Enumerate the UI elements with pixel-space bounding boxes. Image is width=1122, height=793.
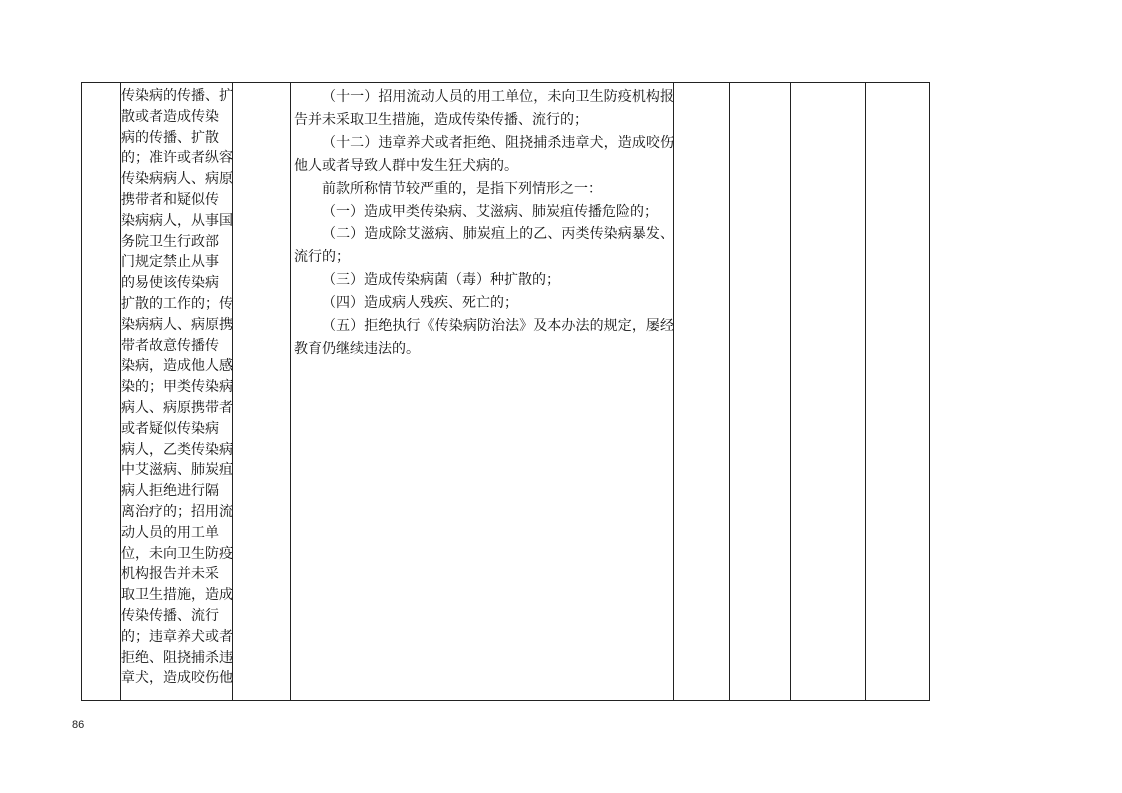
description-line: 传染病的传播、扩 [121, 88, 233, 104]
provision-paragraph: （一）造成甲类传染病、艾滋病、肺炭疽传播危险的； [322, 203, 658, 220]
provision-paragraph: （五）拒绝执行《传染病防治法》及本办法的规定，屡经教育仍继续违法的。 [294, 318, 674, 357]
description-line: 离治疗的；招用流 [121, 503, 233, 520]
provision-paragraph: （四）造成病人残疾、死亡的； [322, 295, 518, 312]
description-line: 病人、病原携带者 [121, 399, 233, 416]
description-line: 门规定禁止从事 [121, 254, 219, 271]
column-divider [865, 83, 866, 700]
description-line: 机构报告并未采 [121, 566, 219, 583]
provision-paragraph: （十一）招用流动人员的用工单位，未向卫生防疫机构报告并未采取卫生措施，造成传染传播、流行的； [294, 89, 674, 128]
provision-paragraph: （二）造成除艾滋病、肺炭疽上的乙、丙类传染病暴发、流行的； [294, 226, 674, 266]
description-line: 的易使该传染病 [121, 275, 219, 292]
description-line: 染的；甲类传染病 [121, 379, 233, 396]
provision-paragraph: （十二）违章养犬或者拒绝、阻挠捕杀违章犬，造成咬伤他人或者导致人群中发生狂犬病的。 [294, 134, 674, 174]
description-line: 传染传播、流行 [121, 607, 219, 624]
description-line: 的；违章养犬或者 [121, 628, 233, 645]
description-line: 动人员的用工单 [121, 524, 219, 541]
description-line: 扩散的工作的；传 [121, 295, 233, 312]
description-line: 拒绝、阻挠捕杀违 [121, 649, 233, 666]
penalty-provision-cell [294, 86, 674, 361]
description-line: 散或者造成传染 [121, 108, 219, 125]
provision-paragraph: 前款所称情节较严重的，是指下列情形之一： [322, 180, 602, 197]
description-line: 传染病病人、病原 [121, 171, 233, 188]
description-line: 病人，乙类传染病 [121, 441, 233, 458]
column-divider [729, 83, 730, 700]
description-line: 携带者和疑似传 [121, 191, 219, 208]
description-line: 章犬，造成咬伤他 [121, 670, 233, 687]
description-line: 带者故意传播传 [121, 337, 219, 354]
column-divider [790, 83, 791, 700]
description-line: 或者疑似传染病 [121, 420, 219, 437]
description-line: 中艾滋病、肺炭疽 [121, 462, 233, 479]
column-divider [290, 83, 291, 700]
description-line: 病人拒绝进行隔 [121, 483, 219, 500]
description-line: 取卫生措施，造成 [121, 587, 233, 604]
description-line: 的；准许或者纵容 [121, 150, 233, 167]
description-line: 染病病人、病原携 [121, 316, 233, 333]
description-line: 染病病人，从事国 [121, 212, 233, 229]
description-line: 位，未向卫生防疫 [121, 545, 233, 562]
page-number: 86 [72, 719, 85, 731]
description-line: 务院卫生行政部 [121, 233, 219, 250]
description-line: 病的传播、扩散 [121, 129, 219, 146]
provision-paragraph: （三）造成传染病菌（毒）种扩散的； [322, 272, 560, 289]
violation-description-cell [121, 86, 233, 689]
description-line: 染病，造成他人感 [121, 358, 233, 375]
regulation-table [81, 82, 930, 701]
